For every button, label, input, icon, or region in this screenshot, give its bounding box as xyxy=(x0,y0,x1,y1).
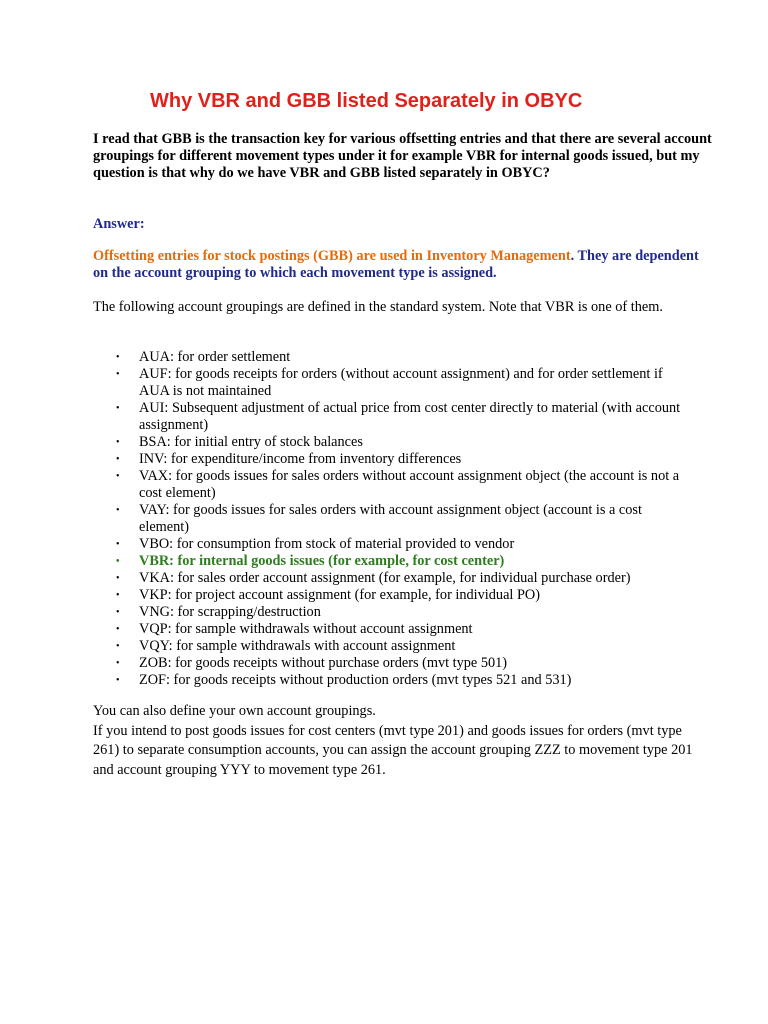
list-item-text: VBR: for internal goods issues (for example, for cost center) xyxy=(139,553,505,569)
list-item-text: VAY: for goods issues for sales orders with account assignment object (account is a cost element) xyxy=(139,502,642,535)
list-item-vka xyxy=(93,570,693,587)
closing-line-example: If you intend to post goods issues for cost centers (mvt type 201) and goods issues for orders (mvt type 261) to separate consumption accounts, you can assign the account grouping ZZZ to movement type 201 and account grouping YYY to movement type 261. xyxy=(93,722,693,778)
list-item-text: ZOF: for goods receipts without production orders (mvt types 521 and 531) xyxy=(139,672,572,688)
bullet-icon: • xyxy=(116,403,120,414)
bullet-icon: • xyxy=(116,539,120,550)
bullet-icon: • xyxy=(116,624,120,635)
bullet-icon: • xyxy=(116,369,120,380)
bullet-icon: • xyxy=(116,556,120,567)
list-item-text: VNG: for scrapping/destruction xyxy=(139,604,321,620)
list-item-text: VQY: for sample withdrawals with account assignment xyxy=(139,638,456,654)
closing-section xyxy=(93,702,693,780)
bullet-icon: • xyxy=(116,658,120,669)
answer-paragraph xyxy=(93,248,713,282)
bullet-icon: • xyxy=(116,454,120,465)
bullet-icon: • xyxy=(116,573,120,584)
list-item-text: INV: for expenditure/income from inventory differences xyxy=(139,451,462,467)
list-item-vbo xyxy=(93,536,693,553)
answer-gbb-text: Offsetting entries for stock postings (GBB) are used in Inventory Management xyxy=(93,248,571,264)
page-title: Why VBR and GBB listed Separately in OBYC xyxy=(150,90,583,112)
list-item-text: AUI: Subsequent adjustment of actual price from cost center directly to material (with account assignment) xyxy=(139,400,681,433)
list-item-bsa xyxy=(93,434,693,451)
bullet-icon: • xyxy=(116,590,120,601)
list-item-vkp xyxy=(93,587,693,604)
answer-label: Answer: xyxy=(93,216,145,232)
list-item-text: AUA: for order settlement xyxy=(139,349,291,365)
list-item-zof xyxy=(93,672,693,689)
list-item-auf xyxy=(93,366,693,400)
list-item-text: VKA: for sales order account assignment (for example, for individual purchase order) xyxy=(139,570,631,586)
list-item-zob xyxy=(93,655,693,672)
list-item-vax xyxy=(93,468,693,502)
list-item-vng xyxy=(93,604,693,621)
bullet-icon: • xyxy=(116,352,120,363)
account-grouping-list xyxy=(93,349,693,689)
list-item-text: AUF: for goods receipts for orders (without account assignment) and for order settlement if AUA is not maintained xyxy=(139,366,663,399)
intro-paragraph: The following account groupings are defined in the standard system. Note that VBR is one of them. xyxy=(93,299,663,315)
answer-dependency-text: . They are dependent on the account grouping to which each movement type is assigned. xyxy=(93,248,699,281)
list-item-text: VQP: for sample withdrawals without account assignment xyxy=(139,621,473,637)
list-item-aui xyxy=(93,400,693,434)
list-item-vqy xyxy=(93,638,693,655)
list-item-vqp xyxy=(93,621,693,638)
bullet-icon: • xyxy=(116,641,120,652)
list-item-text: VKP: for project account assignment (for example, for individual PO) xyxy=(139,587,541,603)
bullet-icon: • xyxy=(116,607,120,618)
list-item-aua xyxy=(93,349,693,366)
list-item-vay xyxy=(93,502,693,536)
list-item-inv xyxy=(93,451,693,468)
bullet-icon: • xyxy=(116,437,120,448)
closing-line-own-groupings: You can also define your own account groupings. xyxy=(93,703,376,719)
list-item-text: VBO: for consumption from stock of material provided to vendor xyxy=(139,536,515,552)
bullet-icon: • xyxy=(116,675,120,686)
question-paragraph: I read that GBB is the transaction key for various offsetting entries and that there are several account groupings for different movement types under it for example VBR for internal goods issued, but my question is that why do we have VBR and GBB listed separately in OBYC? xyxy=(93,131,712,181)
bullet-icon: • xyxy=(116,471,120,482)
list-item-text: ZOB: for goods receipts without purchase orders (mvt type 501) xyxy=(139,655,508,671)
list-item-vbr-highlighted xyxy=(93,553,693,570)
bullet-icon: • xyxy=(116,505,120,516)
list-item-text: BSA: for initial entry of stock balances xyxy=(139,434,363,450)
list-item-text: VAX: for goods issues for sales orders without account assignment object (the account is not a cost element) xyxy=(139,468,680,501)
